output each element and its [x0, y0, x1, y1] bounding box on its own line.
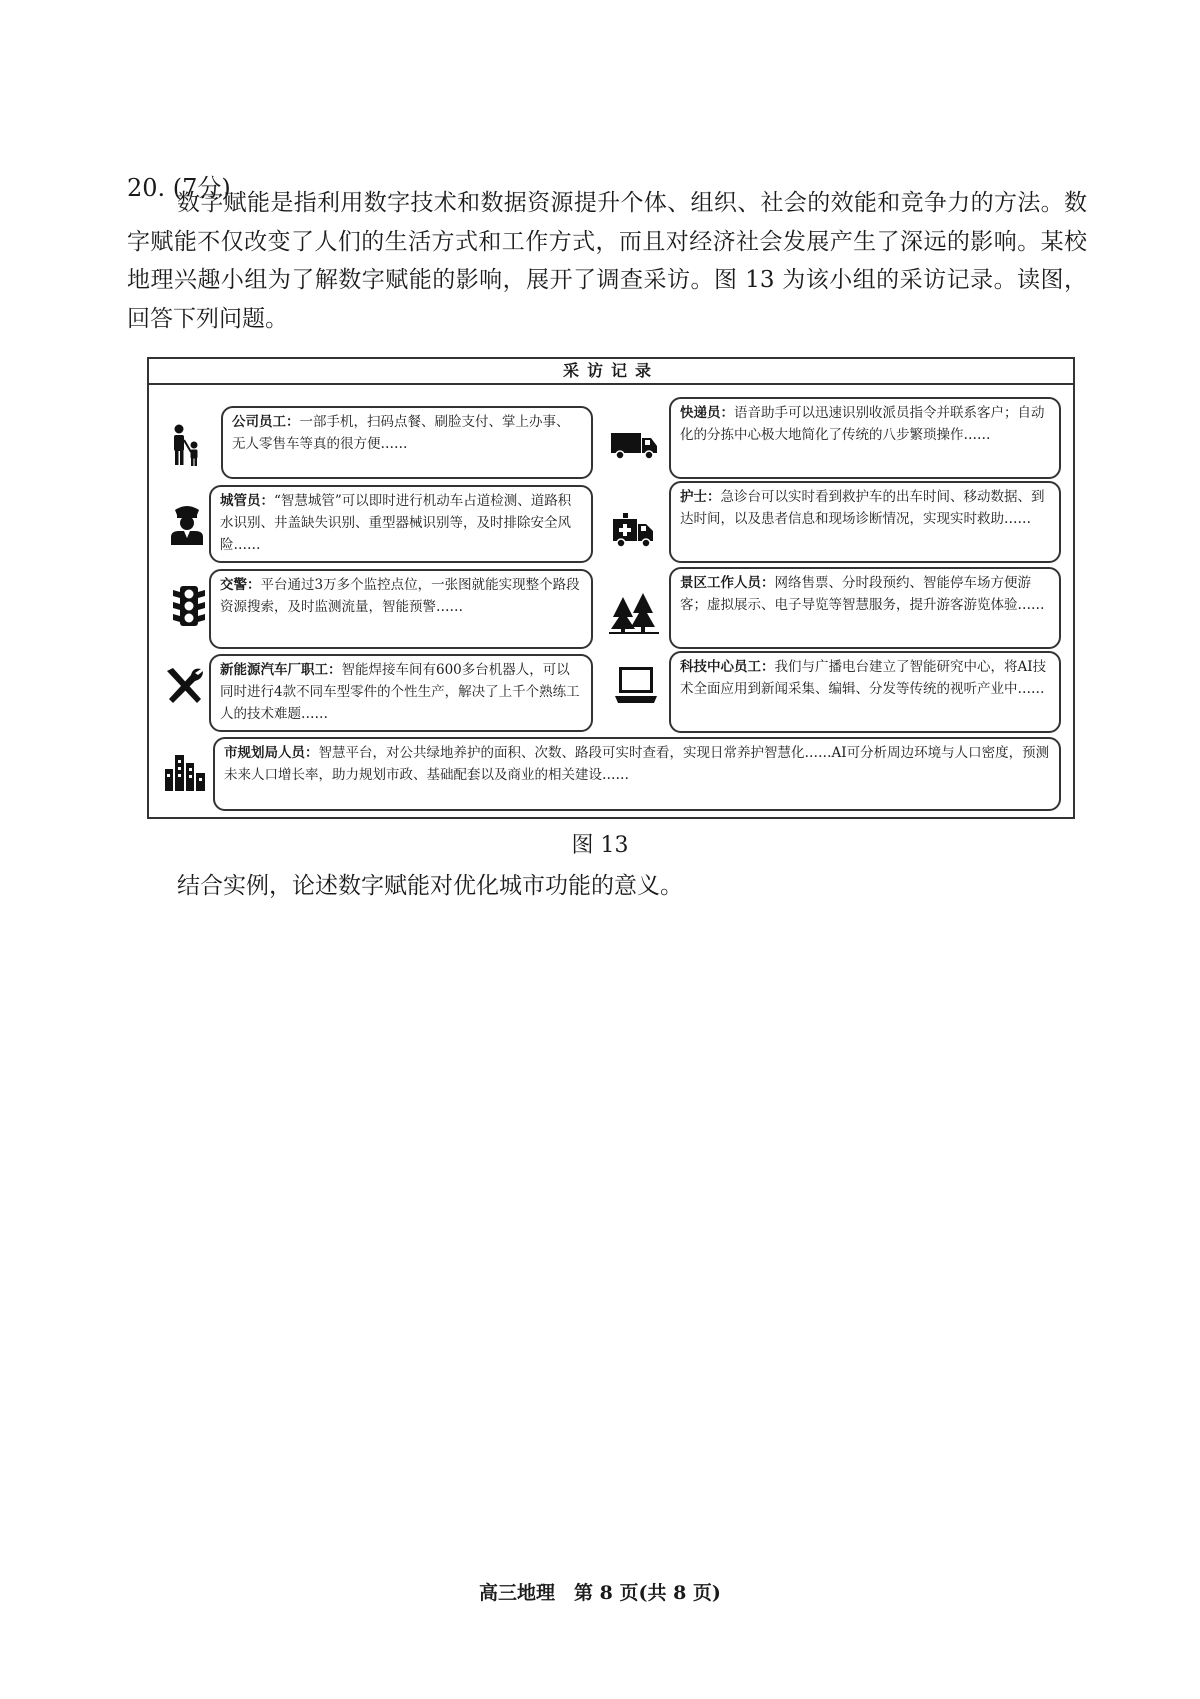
question-number: 20. (7分)	[127, 174, 231, 202]
ambulance-icon	[611, 507, 655, 551]
officer-icon	[165, 501, 209, 545]
trees-icon	[609, 591, 659, 635]
page-footer: 高三地理 第 8 页(共 8 页)	[479, 1582, 721, 1604]
laptop-icon	[613, 663, 659, 707]
figure-title: 采访记录	[149, 359, 1073, 385]
truck-icon	[609, 421, 659, 465]
card-scenic-staff: 景区工作人员：网络售票、分时段预约、智能停车场方便游客；虚拟展示、电子导览等智慧服务，提升游客游览体验……	[669, 567, 1061, 649]
card-city-manager: 城管员：“智慧城管”可以即时进行机动车占道检测、道路积水识别、井盖缺失识别、重型器械识别等，及时排除安全风险……	[209, 485, 593, 563]
family-icon	[165, 423, 209, 467]
card-nurse: 护士：急诊台可以实时看到救护车的出车时间、移动数据、到达时间，以及患者信息和现场诊断情况，实现实时救助……	[669, 481, 1061, 563]
card-planning-bureau-staff: 市规划局人员：智慧平台，对公共绿地养护的面积、次数、路段可实时查看，实现日常养护智慧化……AI可分析周边环境与人口密度，预测未来人口增长率，助力规划市政、基础配套以及商业的相关建设……	[213, 737, 1061, 811]
card-ev-factory-worker: 新能源汽车厂职工：智能焊接车间有600多台机器人，可以同时进行4款不同车型零件的个性生产，解决了上千个熟练工人的技术难题……	[209, 654, 593, 732]
tools-icon	[163, 665, 207, 709]
card-tech-center-employee: 科技中心员工：我们与广播电台建立了智能研究中心，将AI技术全面应用到新闻采集、编辑、分发等传统的视听产业中……	[669, 651, 1061, 733]
card-traffic-police: 交警：平台通过3万多个监控点位，一张图就能实现整个路段资源搜索，及时监测流量，智能预警……	[209, 569, 593, 649]
figure-caption: 图 13	[571, 833, 629, 858]
interview-record-figure	[147, 357, 1075, 819]
question-intro: 数字赋能是指利用数字技术和数据资源提升个体、组织、社会的效能和竞争力的方法。数字赋能不仅改变了人们的生活方式和工作方式，而且对经济社会发展产生了深远的影响。某校地理兴趣小组为了解数字赋能的影响，展开了调查采访。图 13 为该小组的采访记录。读图，回答下列问题。	[127, 190, 1087, 332]
card-courier: 快递员：语音助手可以迅速识别收派员指令并联系客户；自动化的分拣中心极大地简化了传统的八步繁琐操作……	[669, 397, 1061, 479]
traffic-light-icon	[167, 584, 211, 628]
card-company-employee: 公司员工：一部手机，扫码点餐、刷脸支付、掌上办事、无人零售车等真的很方便……	[221, 406, 593, 479]
buildings-icon	[163, 749, 207, 793]
question-prompt: 结合实例，论述数字赋能对优化城市功能的意义。	[177, 873, 683, 899]
